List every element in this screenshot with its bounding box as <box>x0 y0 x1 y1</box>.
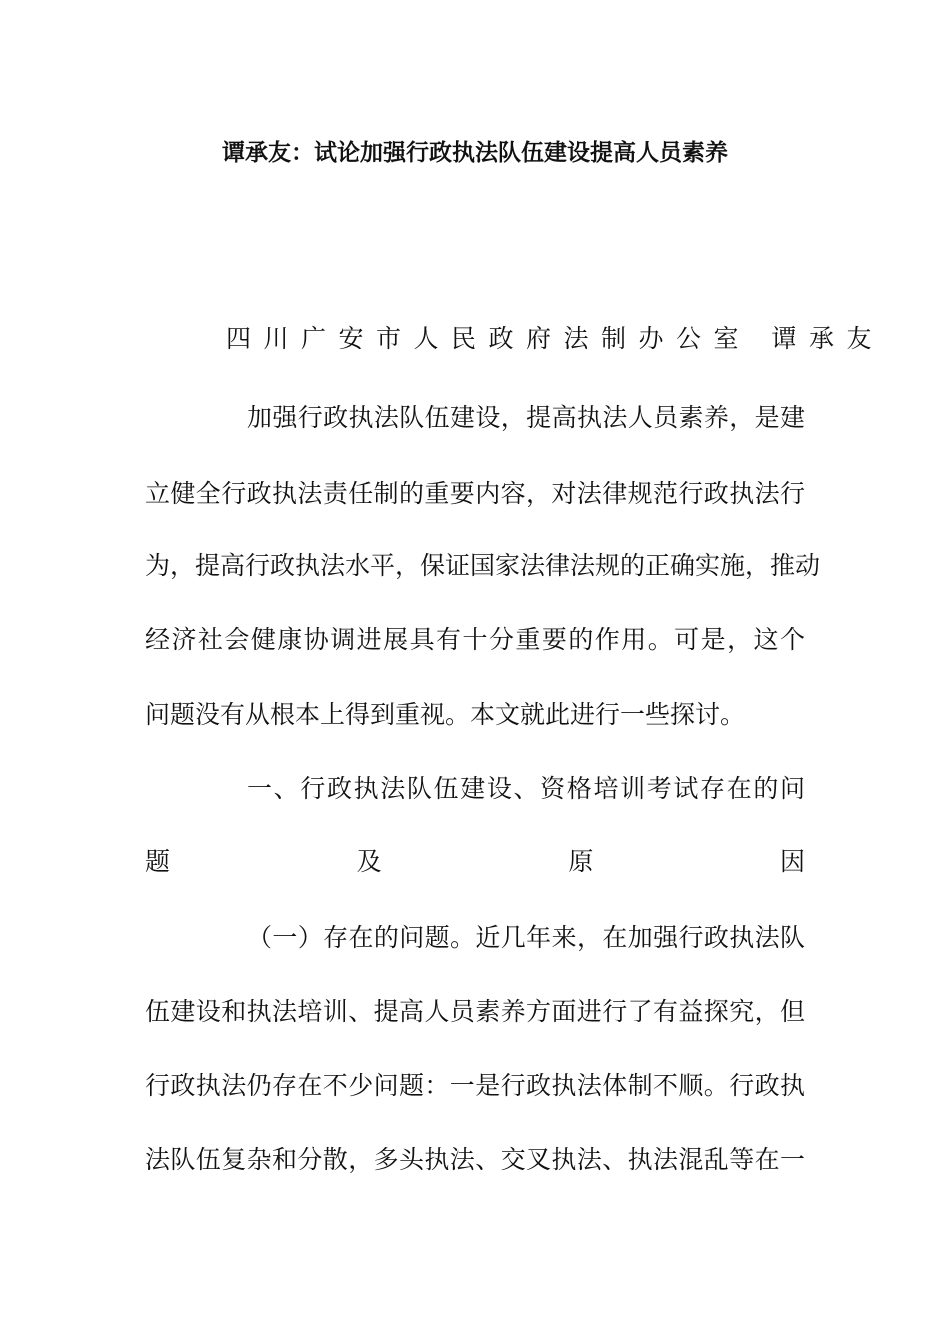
heading-char: 因 <box>779 847 805 876</box>
paragraph-line: 问题没有从根本上得到重视。本文就此进行一些探讨。 <box>145 700 746 729</box>
heading-char: 原 <box>568 847 594 876</box>
paragraph-line: 法队伍复杂和分散，多头执法、交叉执法、执法混乱等在一 <box>145 1145 805 1174</box>
paragraph-line: 立健全行政执法责任制的重要内容，对法律规范行政执法行 <box>145 479 805 508</box>
heading-char: 题 <box>145 847 171 876</box>
paragraph-line: 经济社会健康协调进展具有十分重要的作用。可是，这个 <box>145 625 805 654</box>
paragraph-line: 伍建设和执法培训、提高人员素养方面进行了有益探究，但 <box>145 997 805 1026</box>
heading-char: 及 <box>356 847 382 876</box>
document-title: 谭承友：试论加强行政执法队伍建设提高人员素养 <box>222 140 728 166</box>
section-heading-continuation <box>145 842 805 878</box>
section-heading-line: 一、行政执法队伍建设、资格培训考试存在的问 <box>247 774 805 803</box>
paragraph-line: 行政执法仍存在不少问题：一是行政执法体制不顺。行政执 <box>145 1071 805 1100</box>
paragraph-line: 加强行政执法队伍建设，提高执法人员素养，是建 <box>247 403 805 432</box>
paragraph-line: 为，提高行政执法水平，保证国家法律法规的正确实施，推动 <box>145 551 821 580</box>
author-line: 四川广安市人民政府法制办公室 谭承友 <box>226 324 884 353</box>
paragraph-line: （一）存在的问题。近几年来，在加强行政执法队 <box>247 923 805 952</box>
